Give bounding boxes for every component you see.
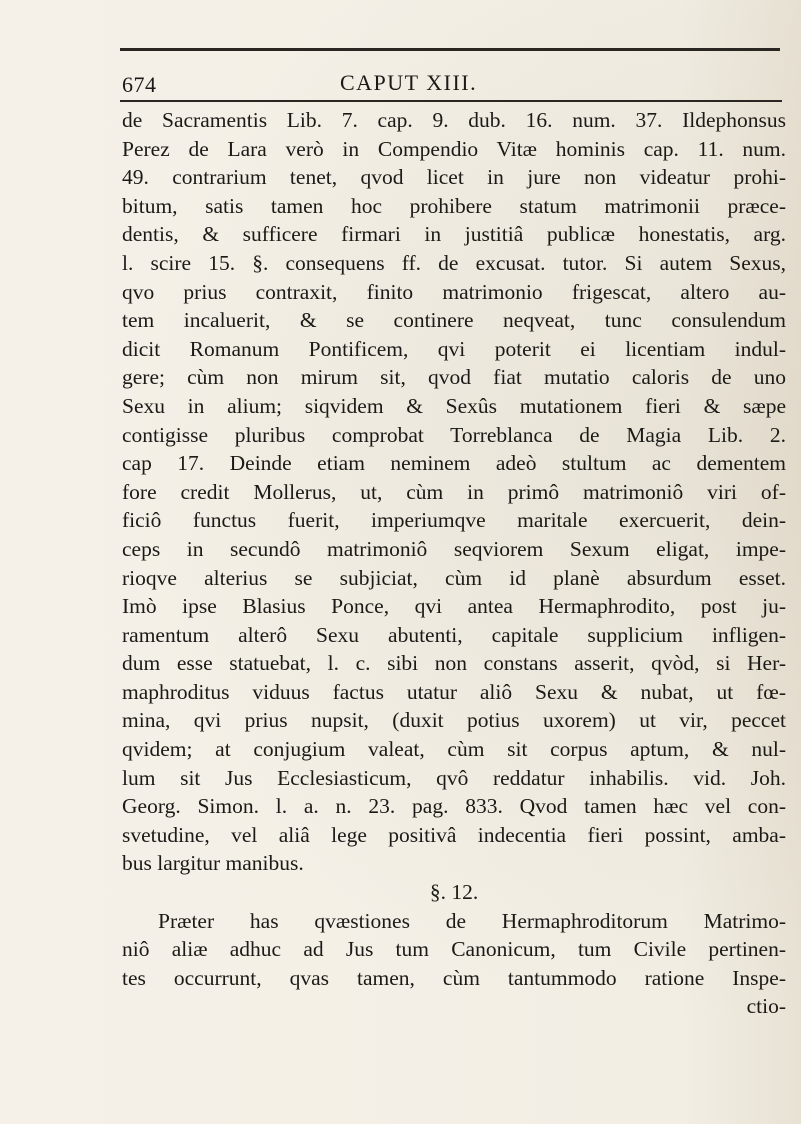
page-header [122,68,782,102]
text-line: fore credit Mollerus, ut, cùm in primô matrimoniô viri of- [122,479,786,504]
text-line: contigisse pluribus comprobat Torreblanca de Magia Lib. 2. [122,422,786,447]
text-line: ramentum alterô Sexu abutenti, capitale supplicium infligen- [122,622,786,647]
text-line: l. scire 15. §. consequens ff. de excusat. tutor. Si autem Sexus, [122,250,786,275]
header-rule [120,100,782,102]
page-number: 674 [122,72,157,97]
text-line: Sexu in alium; siqvidem & Sexûs mutationem fieri & sæpe [122,393,786,418]
text-line: Præter has qvæstiones de Hermaphroditorum Matrimo- [158,908,786,933]
text-line: niô aliæ adhuc ad Jus tum Canonicum, tum Civile pertinen- [122,937,786,962]
text-line: Georg. Simon. l. a. n. 23. pag. 833. Qvod tamen hæc vel con- [122,794,786,819]
text-line: 49. contrarium tenet, qvod licet in jure non videatur prohi- [122,165,786,190]
body-text [122,106,786,1021]
text-line: Imò ipse Blasius Ponce, qvi antea Hermaphrodito, post ju- [122,594,786,619]
text-line: cap 17. Deinde etiam neminem adeò stultum ac dementem [122,451,786,476]
text-line: dicit Romanum Pontificem, qvi poterit ei licentiam indul- [122,336,786,361]
section-mark: §. 12. [429,880,479,905]
text-line: rioqve alterius se subjiciat, cùm id planè absurdum esset. [122,565,786,590]
text-line: gere; cùm non mirum sit, qvod fiat mutatio caloris de uno [122,365,786,390]
top-rule [120,48,780,51]
text-line: ceps in secundô matrimoniô seqviorem Sexum eligat, impe- [122,536,786,561]
text-line: tem incaluerit, & se continere neqveat, tunc consulendum [122,308,786,333]
text-line: Perez de Lara verò in Compendio Vitæ hominis cap. 11. num. [122,136,786,161]
text-line: dentis, & sufficere firmari in justitiâ publicæ honestatis, arg. [122,222,786,247]
text-line: qvidem; at conjugium valeat, cùm sit corpus aptum, & nul- [122,737,786,762]
text-line: tes occurrunt, qvas tamen, cùm tantummodo ratione Inspe- [122,965,786,990]
text-line: bus largitur manibus. [122,851,304,876]
text-line: de Sacramentis Lib. 7. cap. 9. dub. 16. num. 37. Ildephonsus [122,108,786,132]
running-head: CAPUT XIII. [340,70,478,95]
text-line: maphroditus viduus factus utatur aliô Sexu & nubat, ut fœ- [122,679,786,704]
text-line: bitum, satis tamen hoc prohibere statum matrimonii præce- [122,193,786,218]
text-line: mina, qvi prius nupsit, (duxit potius uxorem) ut vir, peccet [122,708,786,733]
text-line: ficiô functus fuerit, imperiumqve maritale exercuerit, dein- [122,508,786,533]
catchword: ctio- [746,994,786,1019]
text-line: qvo prius contraxit, finito matrimonio frigescat, altero au- [122,279,786,304]
text-line: lum sit Jus Ecclesiasticum, qvô reddatur inhabilis. vid. Joh. [122,765,786,790]
text-line: dum esse statuebat, l. c. sibi non constans asserit, qvòd, si Her- [122,651,786,676]
text-line: svetudine, vel aliâ lege positivâ indecentia fieri possint, amba- [122,822,786,847]
